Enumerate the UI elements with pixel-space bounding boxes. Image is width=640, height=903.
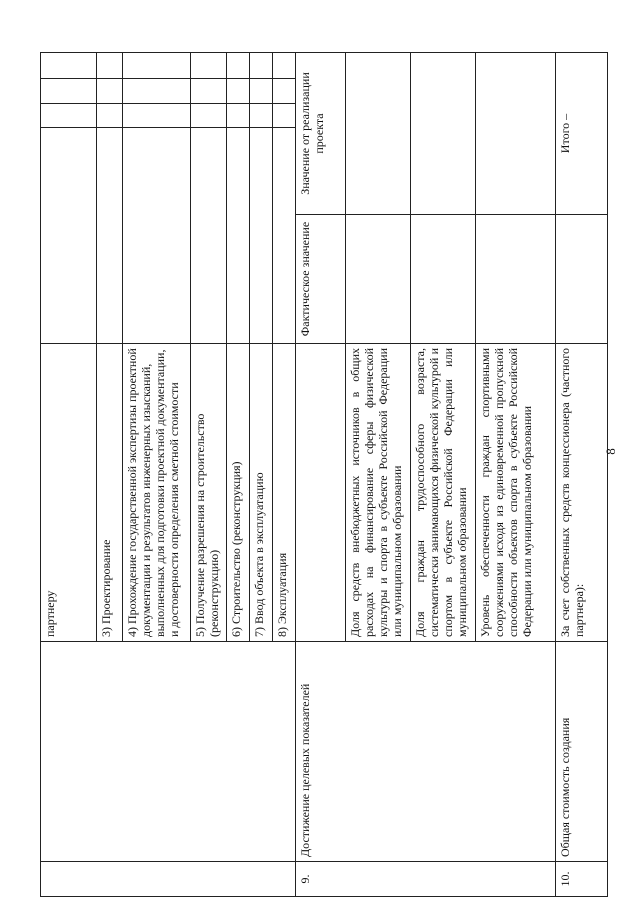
empty-cell xyxy=(411,53,476,215)
funding-source-text: За счет собственных средств концессионера (частного партнера): xyxy=(556,344,608,642)
empty-cell xyxy=(476,215,556,344)
empty-cell xyxy=(250,128,273,344)
empty-cell xyxy=(191,53,227,79)
total-label: Итого – xyxy=(556,53,608,215)
empty-cell xyxy=(97,128,123,344)
empty-cell xyxy=(41,128,97,344)
empty-cell xyxy=(476,53,556,215)
empty-cell xyxy=(250,79,273,104)
empty-number-cell xyxy=(41,862,296,897)
empty-cell xyxy=(556,215,608,344)
empty-cell xyxy=(41,53,97,79)
empty-cell xyxy=(41,79,97,104)
table-row xyxy=(296,53,346,897)
empty-cell xyxy=(191,128,227,344)
section-9-title: Достижение целевых показателей xyxy=(296,642,556,862)
indicator-sports-facilities-provision: Уровень обеспеченности граждан спортивными сооружениями исходя из единовременной пропускной способности объектов спорта в субъекте Российской Федерации или муниципальном образовании xyxy=(476,344,556,642)
empty-cell xyxy=(273,53,296,79)
empty-cell xyxy=(191,79,227,104)
table-row xyxy=(41,53,97,897)
actual-value-header: Фактическое значение xyxy=(296,215,346,344)
empty-cell xyxy=(227,104,250,128)
document-table xyxy=(40,52,608,897)
row-commissioning-text: 7) Ввод объекта в эксплуатацию xyxy=(250,344,273,642)
page-number: 8 xyxy=(603,448,618,455)
empty-cell xyxy=(411,215,476,344)
section-9-number: 9. xyxy=(296,862,556,897)
empty-cell xyxy=(273,128,296,344)
empty-cell xyxy=(227,128,250,344)
empty-cell xyxy=(296,344,346,642)
indicator-extrabudgetary-share: Доля средств внебюджетных источников в общих расходах на финансирование сферы физической культуры и спорта в субъекте Российской Федерации или муниципальном образовании xyxy=(346,344,411,642)
empty-cell xyxy=(227,53,250,79)
row-expertise-text: 4) Прохождение государственной экспертизы проектной документации и результатов инженерных изысканий, выполненных для подготовки проектной документации, и достоверности определения сметной стоимости xyxy=(123,344,191,642)
section-10-number: 10. xyxy=(556,862,608,897)
row-permit-text: 5) Получение разрешения на строительство (реконструкцию) xyxy=(191,344,227,642)
empty-cell xyxy=(123,104,191,128)
empty-cell xyxy=(123,128,191,344)
section-10-title: Общая стоимость создания xyxy=(556,642,608,862)
empty-cell xyxy=(191,104,227,128)
table-row xyxy=(556,53,608,897)
empty-cell xyxy=(250,53,273,79)
empty-cell xyxy=(97,104,123,128)
empty-cell xyxy=(97,53,123,79)
empty-cell xyxy=(227,79,250,104)
empty-cell xyxy=(273,79,296,104)
empty-cell xyxy=(250,104,273,128)
empty-cell xyxy=(346,215,411,344)
empty-cell xyxy=(123,53,191,79)
row-construction-text: 6) Строительство (реконструкция) xyxy=(227,344,250,642)
row-operation-text: 8) Эксплуатация xyxy=(273,344,296,642)
row-partner-text: партнеру xyxy=(41,344,97,642)
empty-cell xyxy=(41,104,97,128)
empty-cell xyxy=(97,79,123,104)
empty-cell xyxy=(346,53,411,215)
row-design-text: 3) Проектирование xyxy=(97,344,123,642)
indicator-active-citizens-share: Доля граждан трудоспособного возраста, систематически занимающихся физической культурой и спортом в субъекте Российской Федерации или муниципальном образовании xyxy=(411,344,476,642)
empty-title-cell xyxy=(41,642,296,862)
empty-cell xyxy=(123,79,191,104)
project-value-header: Значение от реализации проекта xyxy=(296,53,346,215)
empty-cell xyxy=(273,104,296,128)
